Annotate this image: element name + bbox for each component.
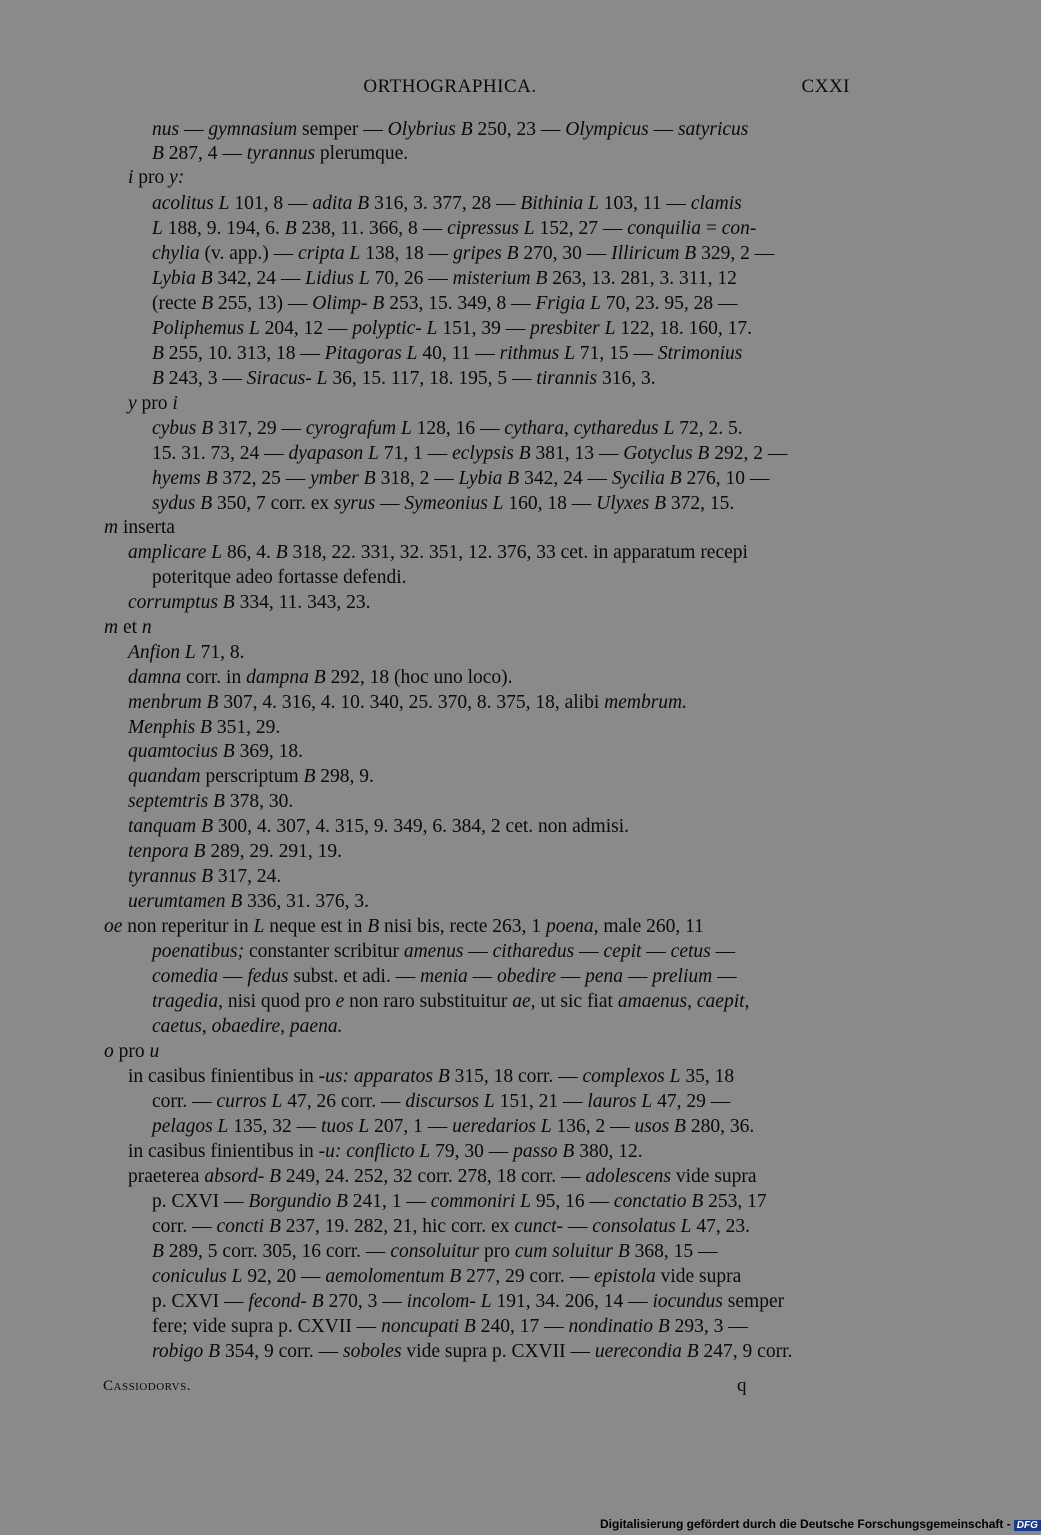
gathering-mark: q <box>737 1375 747 1396</box>
page-number: CXXI <box>801 76 850 97</box>
text-line: m et n <box>104 617 152 638</box>
text-line: Menphis B 351, 29. <box>128 717 281 738</box>
signature-mark: Cassiodorvs. <box>103 1378 191 1394</box>
text-line: amplicare L 86, 4. B 318, 22. 331, 32. 351, 12. 376, 33 cet. in apparatum recepi <box>128 542 748 563</box>
text-line: B 255, 10. 313, 18 — Pitagoras L 40, 11 — rithmus L 71, 15 — Strimonius <box>152 343 743 364</box>
text-line: Anfion L 71, 8. <box>128 642 245 663</box>
text-line: p. CXVI — fecond- B 270, 3 — incolom- L 191, 34. 206, 14 — iocundus semper <box>152 1291 785 1312</box>
text-line: o pro u <box>104 1041 160 1062</box>
text-line: fere; vide supra p. CXVII — noncupati B 240, 17 — nondinatio B 293, 3 — <box>152 1316 748 1337</box>
text-line: B 287, 4 — tyrannus plerumque. <box>152 143 409 164</box>
text-line: i pro y: <box>128 167 185 188</box>
text-line: (recte B 255, 13) — Olimp- B 253, 15. 349, 8 — Frigia L 70, 23. 95, 28 — <box>152 293 738 314</box>
text-line: Lybia B 342, 24 — Lidius L 70, 26 — misterium B 263, 13. 281, 3. 311, 12 <box>152 268 737 289</box>
text-line: comedia — fedus subst. et adi. — menia — obedire — pena — prelium — <box>152 966 737 987</box>
text-line: nus — gymnasium semper — Olybrius B 250, 23 — Olympicus — satyricus <box>152 119 749 140</box>
text-line: oe non reperitur in L neque est in B nisi bis, recte 263, 1 poena, male 260, 11 <box>104 916 704 937</box>
text-line: 15. 31. 73, 24 — dyapason L 71, 1 — eclypsis B 381, 13 — Gotyclus B 292, 2 — <box>152 443 788 464</box>
text-line: corr. — concti B 237, 19. 282, 21, hic corr. ex cunct- — consolatus L 47, 23. <box>152 1216 750 1237</box>
text-line: tyrannus B 317, 24. <box>128 866 282 887</box>
text-line: B 289, 5 corr. 305, 16 corr. — consoluitur pro cum soluitur B 368, 15 — <box>152 1241 718 1262</box>
text-line: quandam perscriptum B 298, 9. <box>128 766 374 787</box>
dfg-watermark <box>600 1517 1041 1531</box>
text-line: p. CXVI — Borgundio B 241, 1 — commoniri L 95, 16 — conctatio B 253, 17 <box>152 1191 767 1212</box>
text-line: coniculus L 92, 20 — aemolomentum B 277, 29 corr. — epistola vide supra <box>152 1266 742 1287</box>
text-line: Poliphemus L 204, 12 — polyptic- L 151, 39 — presbiter L 122, 18. 160, 17. <box>152 318 752 339</box>
text-line: cybus B 317, 29 — cyrografum L 128, 16 — cythara, cytharedus L 72, 2. 5. <box>152 418 743 439</box>
text-line: poenatibus; constanter scribitur amenus — citharedus — cepit — cetus — <box>152 941 736 962</box>
text-line: quamtocius B 369, 18. <box>128 741 303 762</box>
text-line: in casibus finientibus in -us: apparatos B 315, 18 corr. — complexos L 35, 18 <box>128 1066 735 1087</box>
text-line: chylia (v. app.) — cripta L 138, 18 — gripes B 270, 30 — Illiricum B 329, 2 — <box>152 243 775 264</box>
text-line: menbrum B 307, 4. 316, 4. 10. 340, 25. 370, 8. 375, 18, alibi membrum. <box>128 692 687 713</box>
text-line: tragedia, nisi quod pro e non raro substituitur ae, ut sic fiat amaenus, caepit, <box>152 991 750 1012</box>
text-line: pelagos L 135, 32 — tuos L 207, 1 — ueredarios L 136, 2 — usos B 280, 36. <box>152 1116 755 1137</box>
dfg-text: Digitalisierung gefördert durch die Deutsche Forschungsgemeinschaft - <box>600 1517 1011 1531</box>
text-line: tanquam B 300, 4. 307, 4. 315, 9. 349, 6. 384, 2 cet. non admisi. <box>128 816 630 837</box>
text-line: poteritque adeo fortasse defendi. <box>152 567 407 588</box>
text-line: robigo B 354, 9 corr. — soboles vide supra p. CXVII — uerecondia B 247, 9 corr. <box>152 1341 793 1362</box>
text-line: m inserta <box>104 517 175 538</box>
text-line: septemtris B 378, 30. <box>128 791 294 812</box>
text-line: corr. — curros L 47, 26 corr. — discursos L 151, 21 — lauros L 47, 29 — <box>152 1091 731 1112</box>
running-title: ORTHOGRAPHICA. <box>363 76 537 97</box>
text-line: corrumptus B 334, 11. 343, 23. <box>128 592 371 613</box>
text-line: damna corr. in dampna B 292, 18 (hoc uno loco). <box>128 667 513 688</box>
text-line: L 188, 9. 194, 6. B 238, 11. 366, 8 — cipressus L 152, 27 — conquilia = con- <box>152 218 757 239</box>
text-line: uerumtamen B 336, 31. 376, 3. <box>128 891 370 912</box>
text-line: sydus B 350, 7 corr. ex syrus — Symeonius L 160, 18 — Ulyxes B 372, 15. <box>152 493 735 514</box>
text-line: tenpora B 289, 29. 291, 19. <box>128 841 342 862</box>
dfg-logo-icon: DFG <box>1014 1520 1041 1531</box>
text-line: in casibus finientibus in -u: conflicto L 79, 30 — passo B 380, 12. <box>128 1141 643 1162</box>
text-line: hyems B 372, 25 — ymber B 318, 2 — Lybia B 342, 24 — Sycilia B 276, 10 — <box>152 468 770 489</box>
text-line: B 243, 3 — Siracus- L 36, 15. 117, 18. 195, 5 — tirannis 316, 3. <box>152 368 656 389</box>
text-line: caetus, obaedire, paena. <box>152 1016 343 1037</box>
text-line: praeterea absord- B 249, 24. 252, 32 corr. 278, 18 corr. — adolescens vide supra <box>128 1166 757 1187</box>
text-line: acolitus L 101, 8 — adita B 316, 3. 377, 28 — Bithinia L 103, 11 — clamis <box>152 193 742 214</box>
text-line: y pro i <box>128 393 178 414</box>
